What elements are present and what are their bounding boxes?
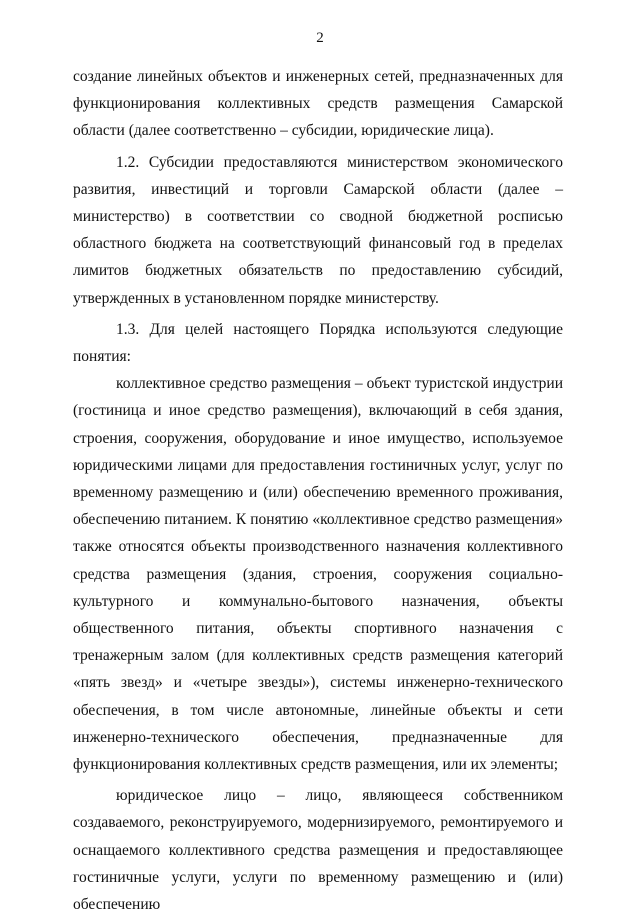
paragraph-definition-accommodation: коллективное средство размещения – объект туристской индустрии (гостиница и иное средство размещения), включающий в себя здания, строения, сооружения, оборудование и иное имущество, используемое юридическими лицами для предоставления гостиничных услуг, услуг по временному размещению и (или) обеспечению временного проживания, обеспечению питанием. К понятию «коллективное средство размещения» также относятся объекты производственного назначения коллективного средства размещения (здания, строения, сооружения социально-культурного и коммунально-бытового назначения, объекты общественного питания, объекты спортивного назначения с тренажерным залом (для коллективных средств размещения категорий «пять звезд» и «четыре звезды»), системы инженерно-технического обеспечения, в том числе автономные, линейные объекты и сети инженерно-технического обеспечения, предназначенные для функционирования коллективных средств размещения, или их элементы; <box>73 375 563 774</box>
paragraph-1-3: 1.3. Для целей настоящего Порядка используются следующие понятия: <box>73 320 563 366</box>
paragraph-definition-legal-entity: юридическое лицо – лицо, являющееся собственником создаваемого, реконструируемого, модернизируемого, ремонтируемого и оснащаемого коллективного средства размещения и предоставляющее гостиничные услуги, услуги по временному размещению и (или) обеспечению <box>73 787 563 914</box>
paragraph-1-2: 1.2. Субсидии предоставляются министерством экономического развития, инвестиций и торговли Самарской области (далее – министерство) в соответствии со сводной бюджетной росписью областного бюджета на соответствующий финансовый год в пределах лимитов бюджетных обязательств по предоставлению субсидий, утвержденных в установленном порядке министерству. <box>73 153 563 307</box>
page-number: 2 <box>316 30 324 46</box>
paragraph-continuation: создание линейных объектов и инженерных сетей, предназначенных для функционирования коллективных средств размещения Самарской области (далее соответственно – субсидии, юридические лица). <box>73 68 563 140</box>
document-body <box>73 63 563 918</box>
